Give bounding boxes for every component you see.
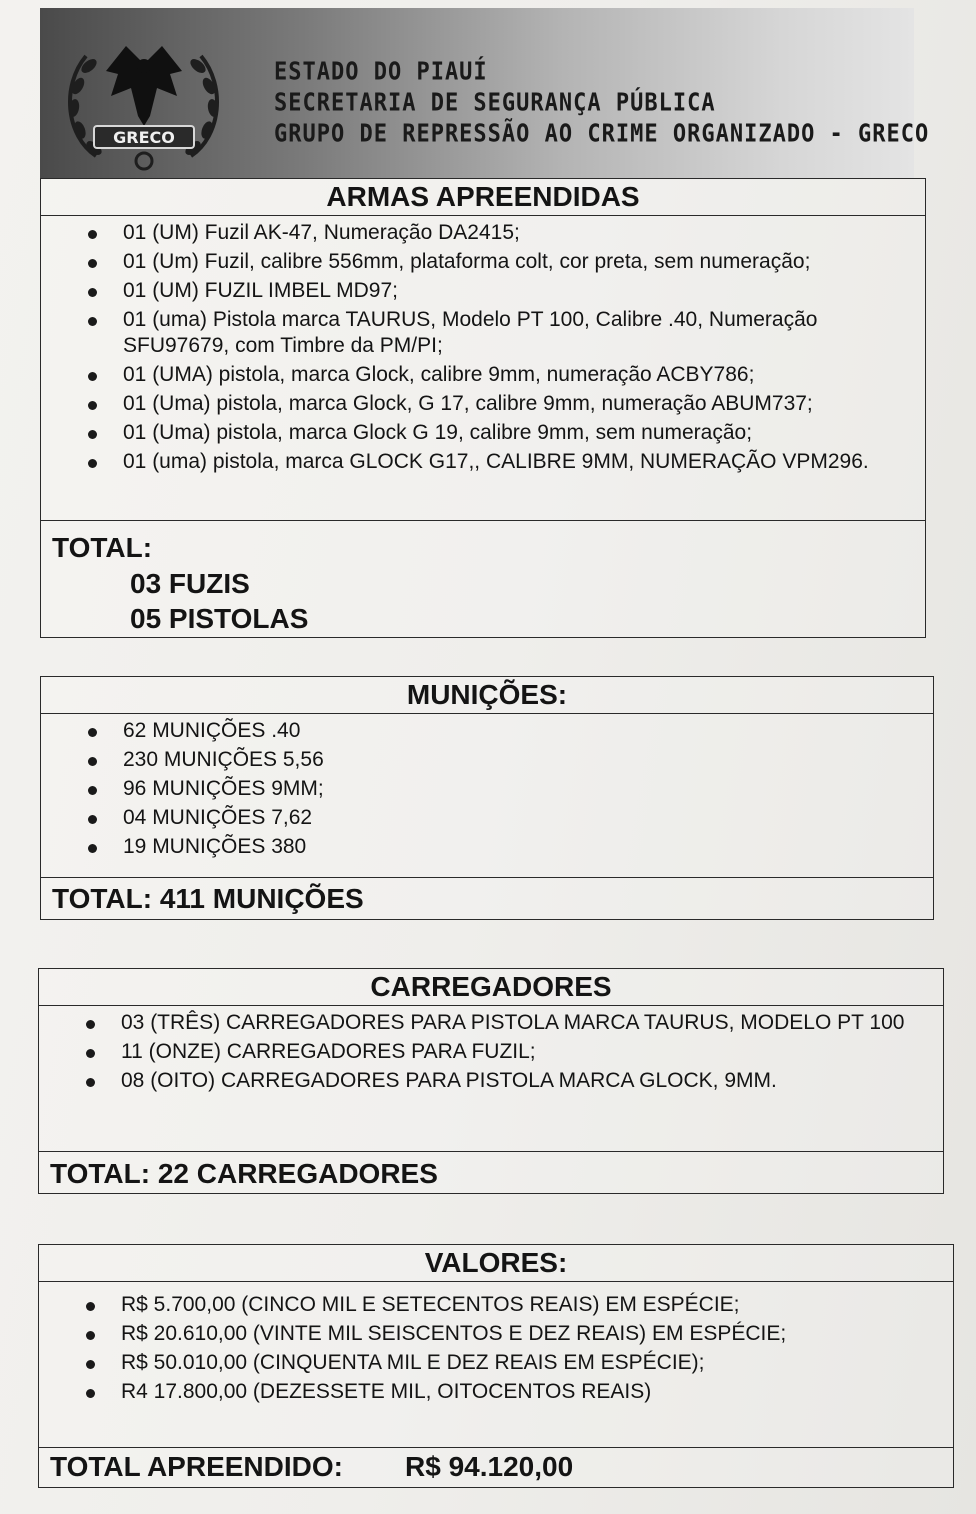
list-item: 01 (UM) FUZIL IMBEL MD97; (41, 278, 925, 304)
divider (41, 520, 925, 521)
valores-title: VALORES: (39, 1245, 953, 1282)
list-item: 19 MUNIÇÕES 380 (41, 834, 933, 860)
list-item: 01 (Uma) pistola, marca Glock G 19, calibre 9mm, sem numeração; (41, 420, 925, 446)
carregadores-title: CARREGADORES (39, 969, 943, 1006)
list-item: R$ 20.610,00 (VINTE MIL SEISCENTOS E DEZ REAIS) EM ESPÉCIE; (39, 1321, 953, 1347)
emblem-banner-text: GRECO (113, 128, 175, 147)
armas-total-pistolas: 05 PISTOLAS (130, 603, 309, 634)
municoes-total: TOTAL: 411 MUNIÇÕES (52, 883, 364, 914)
list-item: 01 (UM) Fuzil AK-47, Numeração DA2415; (41, 220, 925, 246)
list-item: 62 MUNIÇÕES .40 (41, 718, 933, 744)
divider (41, 877, 933, 878)
list-item: 08 (OITO) CARREGADORES PARA PISTOLA MARCA GLOCK, 9MM. (39, 1068, 943, 1094)
list-item: R4 17.800,00 (DEZESSETE MIL, OITOCENTOS REAIS) (39, 1379, 953, 1405)
list-item: 230 MUNIÇÕES 5,56 (41, 747, 933, 773)
header-group: GRUPO DE REPRESSÃO AO CRIME ORGANIZADO - GRECO (274, 119, 930, 149)
divider (39, 1447, 953, 1448)
list-item: 01 (uma) pistola, marca GLOCK G17,, CALIBRE 9MM, NUMERAÇÃO VPM296. (41, 449, 925, 475)
valores-total-value: R$ 94.120,00 (405, 1451, 574, 1482)
armas-title: ARMAS APREENDIDAS (41, 179, 925, 216)
carregadores-section (38, 968, 944, 1194)
header-state: ESTADO DO PIAUÍ (274, 57, 488, 87)
list-item: 01 (uma) Pistola marca TAURUS, Modelo PT 100, Calibre .40, Numeração SFU97679, com Timbre da PM/PI; (41, 307, 925, 359)
valores-total-label: TOTAL APREENDIDO: (50, 1451, 343, 1482)
valores-list (39, 1282, 953, 1405)
municoes-section (40, 676, 934, 920)
list-item: 01 (Uma) pistola, marca Glock, G 17, calibre 9mm, numeração ABUM737; (41, 391, 925, 417)
list-item: 03 (TRÊS) CARREGADORES PARA PISTOLA MARCA TAURUS, MODELO PT 100 (39, 1010, 943, 1036)
list-item: 04 MUNIÇÕES 7,62 (41, 805, 933, 831)
letterhead (40, 8, 930, 178)
municoes-list (41, 714, 933, 860)
list-item: 11 (ONZE) CARREGADORES PARA FUZIL; (39, 1039, 943, 1065)
header-secretariat: SECRETARIA DE SEGURANÇA PÚBLICA (274, 88, 716, 118)
armas-section (40, 178, 926, 638)
valores-section (38, 1244, 954, 1488)
list-item: 96 MUNIÇÕES 9MM; (41, 776, 933, 802)
carregadores-list (39, 1006, 943, 1094)
armas-total-label: TOTAL: (52, 532, 153, 563)
greco-emblem-icon (56, 26, 231, 176)
list-item: 01 (Um) Fuzil, calibre 556mm, plataforma colt, cor preta, sem numeração; (41, 249, 925, 275)
list-item: R$ 5.700,00 (CINCO MIL E SETECENTOS REAIS) EM ESPÉCIE; (39, 1292, 953, 1318)
list-item: R$ 50.010,00 (CINQUENTA MIL E DEZ REAIS EM ESPÉCIE); (39, 1350, 953, 1376)
municoes-title: MUNIÇÕES: (41, 677, 933, 714)
divider (39, 1151, 943, 1152)
armas-list (41, 216, 925, 475)
armas-total-fuzis: 03 FUZIS (130, 568, 250, 599)
carregadores-total: TOTAL: 22 CARREGADORES (50, 1158, 438, 1189)
list-item: 01 (UMA) pistola, marca Glock, calibre 9mm, numeração ACBY786; (41, 362, 925, 388)
